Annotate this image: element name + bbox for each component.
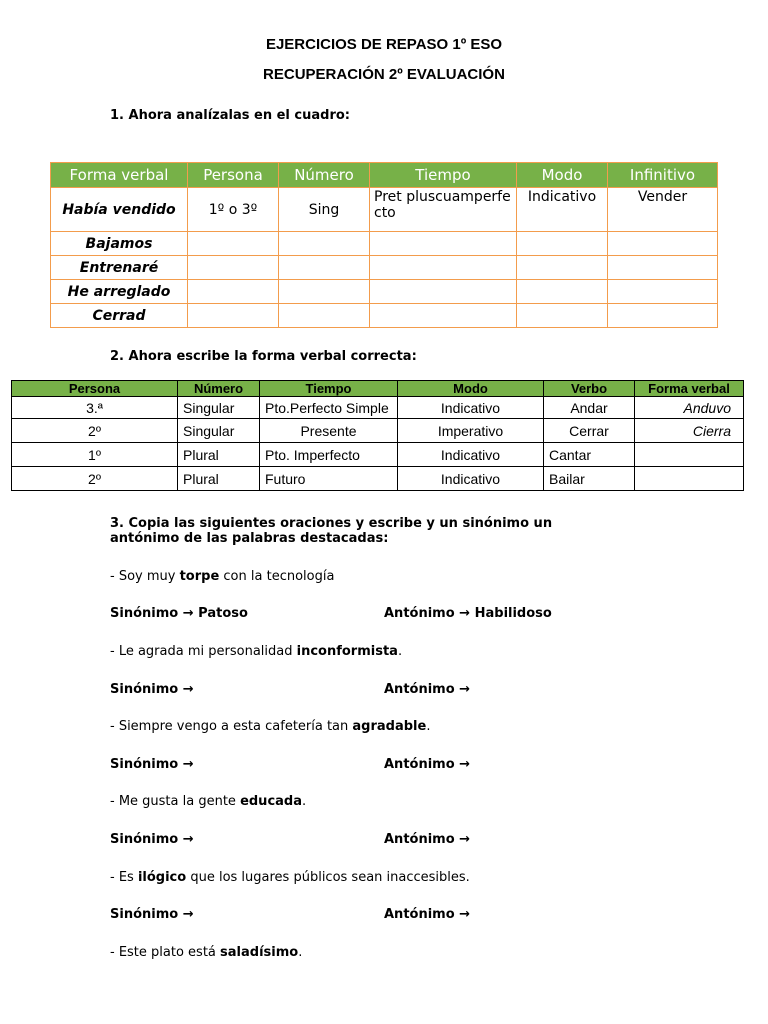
persona-cell[interactable] (188, 232, 279, 256)
sentence-text: . (302, 794, 307, 809)
table-header-row (12, 381, 744, 397)
antonym-label: Antónimo → (384, 907, 471, 922)
highlighted-word: inconformista (296, 644, 398, 659)
numero-cell: Plural (178, 467, 260, 491)
modo-cell[interactable] (517, 232, 608, 256)
numero-cell[interactable] (279, 256, 370, 280)
highlighted-word: saladísimo (220, 945, 299, 960)
verb-cell: He arreglado (51, 280, 188, 304)
persona-cell[interactable]: 1º o 3º (188, 188, 279, 232)
persona-cell[interactable] (188, 304, 279, 328)
header-numero: Número (178, 381, 260, 397)
header-persona: Persona (12, 381, 178, 397)
persona-cell[interactable] (188, 256, 279, 280)
tiempo-cell[interactable] (370, 304, 517, 328)
tiempo-cell: Futuro (260, 467, 398, 491)
tiempo-cell: Pto. Imperfecto (260, 443, 398, 467)
highlighted-word: educada (240, 794, 302, 809)
infinitivo-cell[interactable] (608, 232, 718, 256)
table-row (51, 280, 718, 304)
synonym-label: Sinónimo → (110, 606, 194, 621)
sentence-text: - Soy muy (110, 569, 180, 584)
question-3-line-1: 3. Copia las siguientes oraciones y escribe y un sinónimo un (110, 516, 553, 531)
table-row (12, 443, 744, 467)
synonym-answer[interactable]: Patoso (198, 606, 248, 621)
persona-cell: 3.ª (12, 397, 178, 419)
numero-cell[interactable]: Sing (279, 188, 370, 232)
modo-cell[interactable] (517, 280, 608, 304)
antonym-answer[interactable]: Habilidoso (474, 606, 552, 621)
sentence-text: . (397, 644, 403, 659)
header-modo: Modo (398, 381, 544, 397)
header-tiempo: Tiempo (260, 381, 398, 397)
antonym-label: Antónimo → (384, 606, 471, 621)
sentence (110, 569, 334, 584)
modo-cell[interactable] (517, 256, 608, 280)
verbo-cell: Cerrar (544, 419, 635, 443)
title-line-1: EJERCICIOS DE REPASO 1º ESO (265, 36, 503, 53)
synonym-line (110, 832, 194, 847)
table-row (51, 232, 718, 256)
modo-cell: Indicativo (398, 397, 544, 419)
sentence-text: - Siempre vengo a esta cafetería tan (110, 719, 353, 734)
verb-cell: Entrenaré (51, 256, 188, 280)
infinitivo-cell[interactable] (608, 280, 718, 304)
synonym-label: Sinónimo → (110, 757, 194, 772)
tiempo-cell[interactable]: Pret pluscuamperfecto (370, 188, 517, 232)
antonym-line (384, 757, 470, 772)
table-row (12, 419, 744, 443)
header-tiempo: Tiempo (370, 163, 517, 188)
modo-cell[interactable] (517, 304, 608, 328)
tiempo-cell[interactable] (370, 232, 517, 256)
sentence-text: con la tecnología (219, 569, 335, 584)
infinitivo-cell[interactable]: Vender (608, 188, 718, 232)
antonym-line (384, 682, 470, 697)
numero-cell[interactable] (279, 232, 370, 256)
synonym-label: Sinónimo → (110, 682, 194, 697)
sentence-text: - Este plato está (110, 945, 221, 960)
synonym-label: Sinónimo → (110, 832, 194, 847)
numero-cell: Singular (178, 397, 260, 419)
question-3-line-2: antónimo de las palabras destacadas: (110, 531, 389, 546)
sentence-text: . (426, 719, 431, 734)
synonym-line (110, 907, 194, 922)
synonym-line (110, 682, 194, 697)
synonym-line (110, 606, 248, 621)
antonym-line (384, 907, 470, 922)
table-row (51, 256, 718, 280)
sentence (110, 644, 402, 659)
tiempo-cell[interactable] (370, 280, 517, 304)
infinitivo-cell[interactable] (608, 304, 718, 328)
numero-cell: Plural (178, 443, 260, 467)
antonym-label: Antónimo → (384, 682, 471, 697)
tiempo-cell[interactable] (370, 256, 517, 280)
numero-cell[interactable] (279, 304, 370, 328)
highlighted-word: torpe (179, 569, 220, 584)
sentence (110, 719, 430, 734)
modo-cell: Indicativo (398, 467, 544, 491)
modo-cell: Indicativo (398, 443, 544, 467)
table-row (51, 188, 718, 232)
header-modo: Modo (517, 163, 608, 188)
sentence-text: - Me gusta la gente (110, 794, 241, 809)
question-3-heading (110, 516, 657, 546)
table-row (51, 304, 718, 328)
tiempo-cell: Pto.Perfecto Simple (260, 397, 398, 419)
persona-cell: 2º (12, 419, 178, 443)
tiempo-cell: Presente (260, 419, 398, 443)
modo-cell[interactable]: Indicativo (517, 188, 608, 232)
sentence (110, 870, 470, 885)
sentence-text: - Le agrada mi personalidad (110, 644, 297, 659)
forma-cell[interactable]: Anduvo (635, 397, 744, 419)
sentence (110, 794, 306, 809)
antonym-line (384, 832, 470, 847)
table-header-row (51, 163, 718, 188)
persona-cell: 2º (12, 467, 178, 491)
verb-cell: Cerrad (51, 304, 188, 328)
verb-cell: Bajamos (51, 232, 188, 256)
highlighted-word: agradable (352, 719, 427, 734)
infinitivo-cell[interactable] (608, 256, 718, 280)
title-line-2: RECUPERACIÓN 2º EVALUACIÓN (263, 66, 505, 83)
synonym-line (110, 757, 194, 772)
analysis-table (50, 162, 718, 328)
verb-cell: Había vendido (51, 188, 188, 232)
question-2-heading: 2. Ahora escribe la forma verbal correcta: (110, 349, 417, 364)
antonym-label: Antónimo → (384, 757, 471, 772)
persona-cell[interactable] (188, 280, 279, 304)
conjugation-table (11, 380, 744, 491)
verbo-cell: Bailar (544, 467, 635, 491)
persona-cell: 1º (12, 443, 178, 467)
header-forma-verbal: Forma verbal (51, 163, 188, 188)
antonym-label: Antónimo → (384, 832, 471, 847)
sentence-text: . (298, 945, 303, 960)
forma-cell[interactable] (635, 443, 744, 467)
table-row (12, 397, 744, 419)
modo-cell: Imperativo (398, 419, 544, 443)
forma-cell[interactable]: Cierra (635, 419, 744, 443)
header-numero: Número (279, 163, 370, 188)
question-1-heading: 1. Ahora analízalas en el cuadro: (110, 108, 350, 123)
sentence-text: - Es (110, 870, 138, 885)
numero-cell[interactable] (279, 280, 370, 304)
header-forma-verbal: Forma verbal (635, 381, 744, 397)
forma-cell[interactable] (635, 467, 744, 491)
header-verbo: Verbo (544, 381, 635, 397)
header-infinitivo: Infinitivo (608, 163, 718, 188)
verbo-cell: Cantar (544, 443, 635, 467)
sentence (110, 945, 302, 960)
synonym-label: Sinónimo → (110, 907, 194, 922)
table-row (12, 467, 744, 491)
antonym-line (384, 606, 552, 621)
highlighted-word: ilógico (137, 870, 187, 885)
header-persona: Persona (188, 163, 279, 188)
numero-cell: Singular (178, 419, 260, 443)
sentence-text: que los lugares públicos sean inaccesibles. (186, 870, 470, 885)
verbo-cell: Andar (544, 397, 635, 419)
